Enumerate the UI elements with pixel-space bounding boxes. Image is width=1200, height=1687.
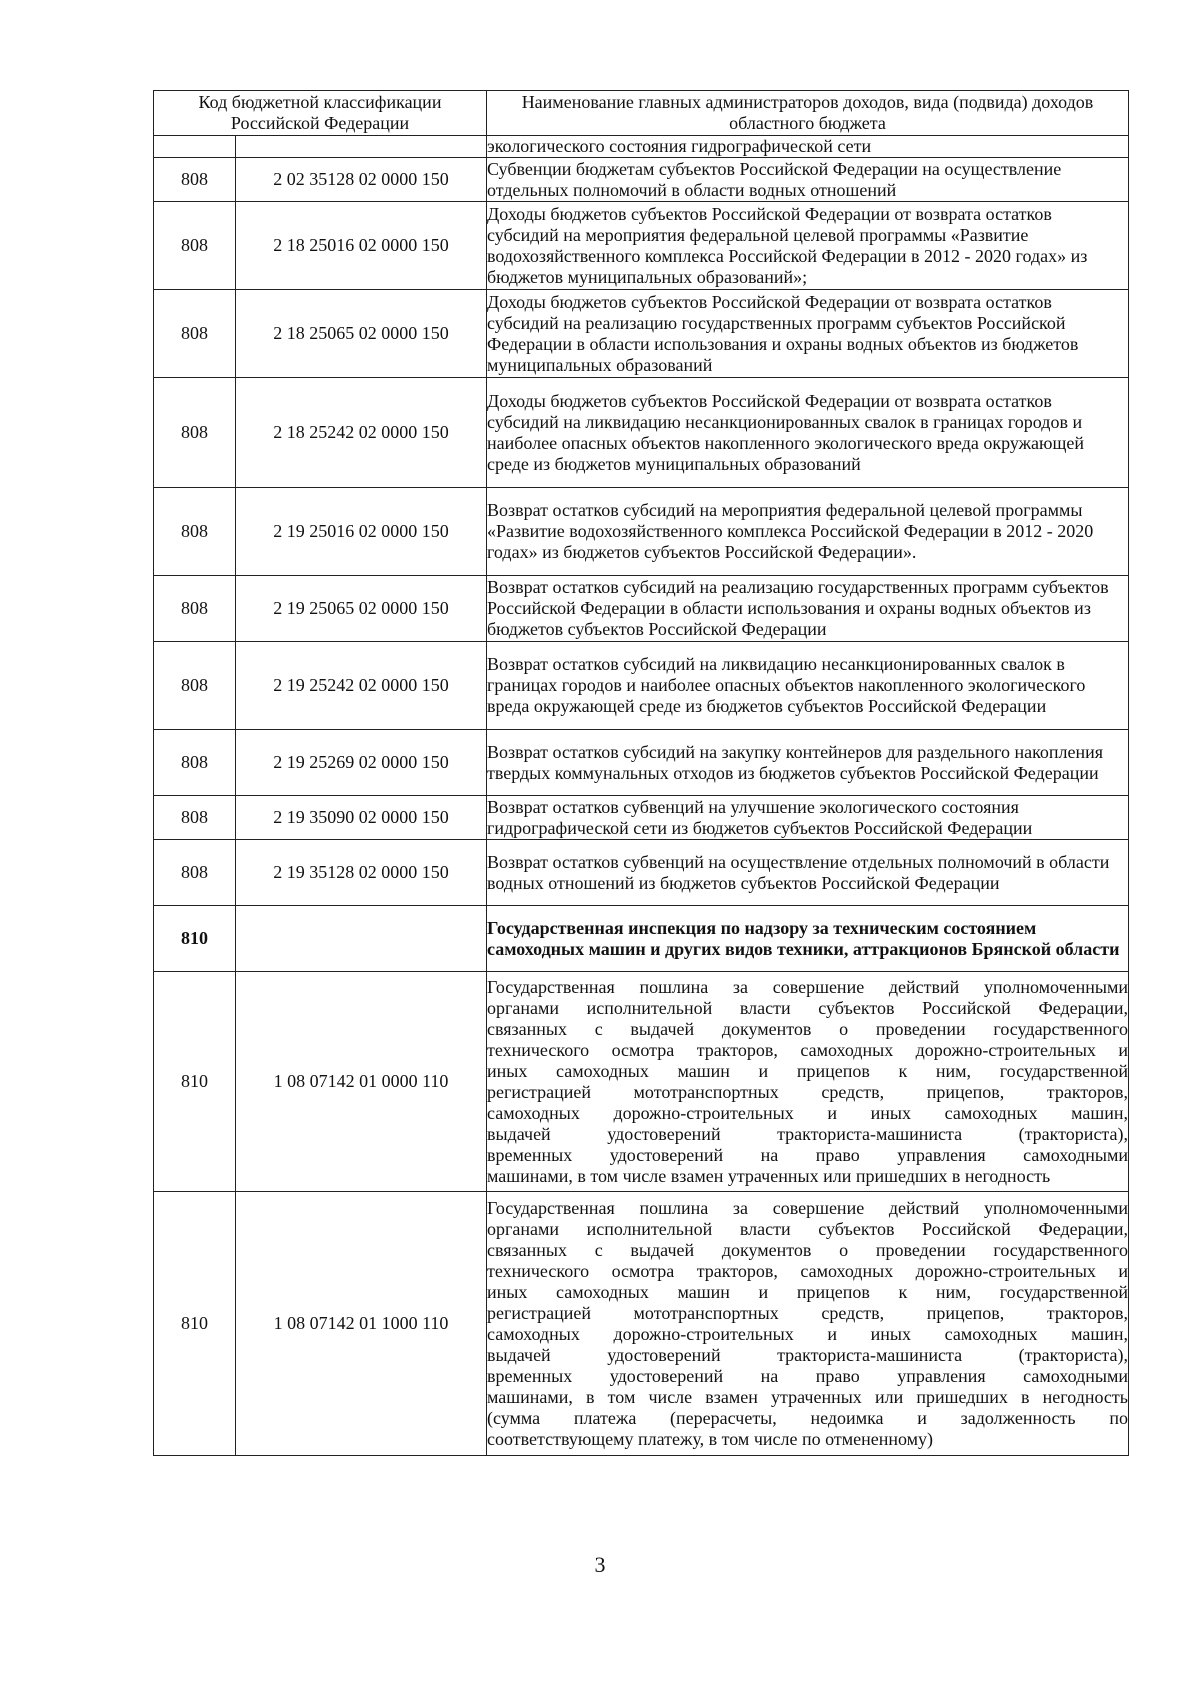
admin-code-cell: 810	[154, 972, 236, 1192]
income-code-cell: 2 02 35128 02 0000 150	[236, 158, 487, 202]
table-row	[154, 796, 1129, 840]
admin-code-cell: 808	[154, 488, 236, 576]
table-row	[154, 378, 1129, 488]
header-code-column: Код бюджетной классификации Российской Федерации	[154, 91, 487, 136]
income-name-cell	[487, 1192, 1129, 1456]
income-code-cell: 2 19 35128 02 0000 150	[236, 840, 487, 906]
admin-code-cell: 808	[154, 158, 236, 202]
income-name-cell: экологического состояния гидрографической сети	[487, 136, 1129, 158]
text-line: связанных с выдачей документов о проведении государственного	[487, 1239, 1128, 1260]
table-row	[154, 972, 1129, 1192]
administrator-heading-row	[154, 906, 1129, 972]
income-code-cell	[236, 906, 487, 972]
table-row	[154, 730, 1129, 796]
income-code-cell: 2 19 25065 02 0000 150	[236, 576, 487, 642]
text-line: регистрацией мототранспортных средств, прицепов, тракторов,	[487, 1081, 1128, 1102]
admin-code-cell: 808	[154, 840, 236, 906]
admin-code-cell: 808	[154, 202, 236, 290]
administrator-name-cell: Государственная инспекция по надзору за техническим состоянием самоходных машин и других видов техники, аттракционов Брянской области	[487, 906, 1129, 972]
income-name-cell: Возврат остатков субсидий на ликвидацию несанкционированных свалок в границах городов и наиболее опасных объектов накопленного экологического вреда окружающей среде из бюджетов субъектов Российской Федерации	[487, 642, 1129, 730]
admin-code-cell: 808	[154, 642, 236, 730]
text-line: машинами, в том числе взамен утраченных или пришедших в негодность	[487, 1386, 1128, 1407]
admin-code-cell: 808	[154, 730, 236, 796]
table-row	[154, 290, 1129, 378]
income-code-cell	[236, 136, 487, 158]
admin-code-cell: 810	[154, 1192, 236, 1456]
text-line: выдачей удостоверений тракториста-машиниста (тракториста),	[487, 1123, 1128, 1144]
income-code-cell: 2 18 25065 02 0000 150	[236, 290, 487, 378]
text-line: органами исполнительной власти субъектов Российской Федерации,	[487, 997, 1128, 1018]
income-code-cell: 2 19 25269 02 0000 150	[236, 730, 487, 796]
text-line: временных удостоверений на право управления самоходными	[487, 1144, 1128, 1165]
income-name-cell	[487, 972, 1129, 1192]
table-header-row	[154, 91, 1129, 136]
income-name-cell: Доходы бюджетов субъектов Российской Федерации от возврата остатков субсидий на мероприятия федеральной целевой программы «Развитие водохозяйственного комплекса Российской Федерации в 2012 - 2020 годах» из бюджетов муниципальных образований»;	[487, 202, 1129, 290]
text-line: выдачей удостоверений тракториста-машиниста (тракториста),	[487, 1344, 1128, 1365]
income-code-cell: 2 18 25016 02 0000 150	[236, 202, 487, 290]
income-code-cell: 2 19 25242 02 0000 150	[236, 642, 487, 730]
text-line: (сумма платежа (перерасчеты, недоимка и задолженность по	[487, 1407, 1128, 1428]
admin-code-cell: 808	[154, 290, 236, 378]
text-line: связанных с выдачей документов о проведении государственного	[487, 1018, 1128, 1039]
table-row	[154, 840, 1129, 906]
text-line: соответствующему платежу, в том числе по отмененному)	[487, 1428, 934, 1449]
admin-code-cell: 810	[154, 906, 236, 972]
income-name-cell: Доходы бюджетов субъектов Российской Федерации от возврата остатков субсидий на ликвидацию несанкционированных свалок в границах городов и наиболее опасных объектов накопленного экологического вреда окружающей среде из бюджетов муниципальных образований	[487, 378, 1129, 488]
income-name-cell: Возврат остатков субсидий на закупку контейнеров для раздельного накопления твердых коммунальных отходов из бюджетов субъектов Российской Федерации	[487, 730, 1129, 796]
text-line: технического осмотра тракторов, самоходных дорожно-строительных и	[487, 1260, 1128, 1281]
text-line: регистрацией мототранспортных средств, прицепов, тракторов,	[487, 1302, 1128, 1323]
admin-code-cell	[154, 136, 236, 158]
text-line: Государственная пошлина за совершение действий уполномоченными	[487, 1197, 1128, 1218]
header-name-column: Наименование главных администраторов доходов, вида (подвида) доходов областного бюджета	[487, 91, 1129, 136]
text-line: иных самоходных машин и прицепов к ним, государственной	[487, 1060, 1128, 1081]
text-line: самоходных дорожно-строительных и иных самоходных машин,	[487, 1323, 1128, 1344]
income-name-cell: Возврат остатков субвенций на осуществление отдельных полномочий в области водных отношений из бюджетов субъектов Российской Федерации	[487, 840, 1129, 906]
table-row	[154, 642, 1129, 730]
income-name-cell: Возврат остатков субсидий на мероприятия федеральной целевой программы «Развитие водохозяйственного комплекса Российской Федерации в 2012 - 2020 годах» из бюджетов субъектов Российской Федерации».	[487, 488, 1129, 576]
budget-classification-table	[153, 90, 1129, 1456]
text-line: технического осмотра тракторов, самоходных дорожно-строительных и	[487, 1039, 1128, 1060]
income-code-cell: 1 08 07142 01 0000 110	[236, 972, 487, 1192]
table-row	[154, 488, 1129, 576]
table-row	[154, 202, 1129, 290]
income-name-cell: Возврат остатков субсидий на реализацию государственных программ субъектов Российской Федерации в области использования и охраны водных объектов из бюджетов субъектов Российской Федерации	[487, 576, 1129, 642]
page-number: 3	[594, 1552, 606, 1577]
text-line: органами исполнительной власти субъектов Российской Федерации,	[487, 1218, 1128, 1239]
income-code-cell: 1 08 07142 01 1000 110	[236, 1192, 487, 1456]
admin-code-cell: 808	[154, 576, 236, 642]
text-line: иных самоходных машин и прицепов к ним, государственной	[487, 1281, 1128, 1302]
income-code-cell: 2 19 25016 02 0000 150	[236, 488, 487, 576]
income-code-cell: 2 19 35090 02 0000 150	[236, 796, 487, 840]
table-row	[154, 136, 1129, 158]
income-name-cell: Возврат остатков субвенций на улучшение экологического состояния гидрографической сети из бюджетов субъектов Российской Федерации	[487, 796, 1129, 840]
text-line: временных удостоверений на право управления самоходными	[487, 1365, 1128, 1386]
admin-code-cell: 808	[154, 796, 236, 840]
income-name-cell: Доходы бюджетов субъектов Российской Федерации от возврата остатков субсидий на реализацию государственных программ субъектов Российской Федерации в области использования и охраны водных объектов из бюджетов муниципальных образований	[487, 290, 1129, 378]
income-code-cell: 2 18 25242 02 0000 150	[236, 378, 487, 488]
admin-code-cell: 808	[154, 378, 236, 488]
income-name-cell: Субвенции бюджетам субъектов Российской Федерации на осуществление отдельных полномочий в области водных отношений	[487, 158, 1129, 202]
table-row	[154, 1192, 1129, 1456]
text-line: Государственная пошлина за совершение действий уполномоченными	[487, 976, 1128, 997]
table-row	[154, 158, 1129, 202]
table-row	[154, 576, 1129, 642]
text-line: машинами, в том числе взамен утраченных или пришедших в негодность	[487, 1165, 1051, 1186]
text-line: самоходных дорожно-строительных и иных самоходных машин,	[487, 1102, 1128, 1123]
